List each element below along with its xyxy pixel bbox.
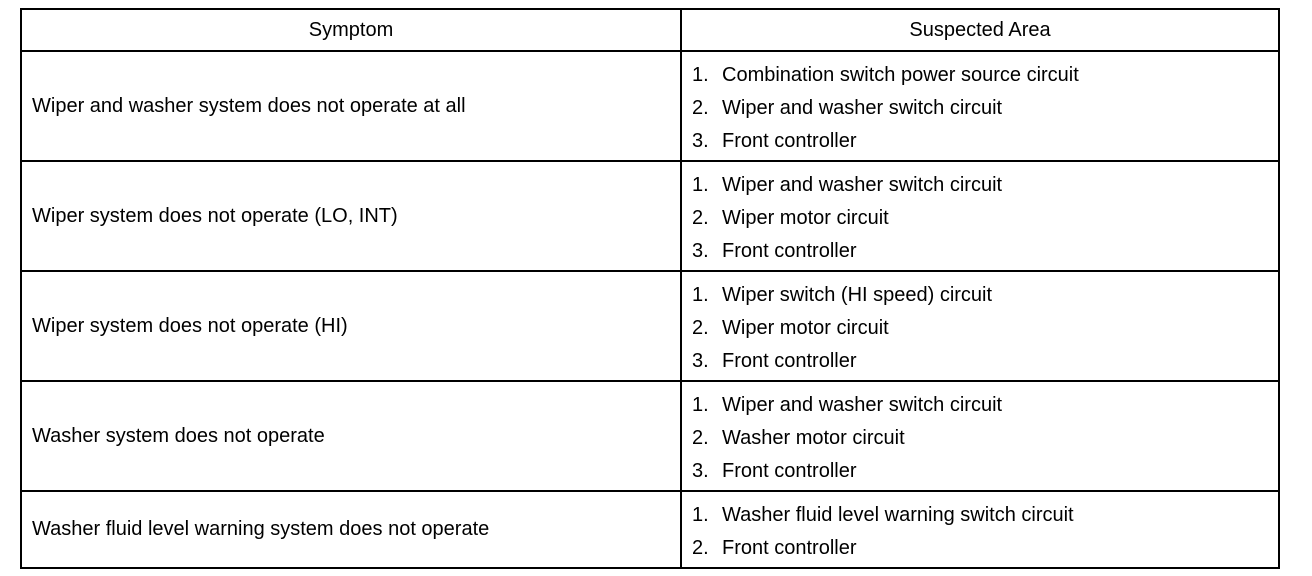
list-item-text: Wiper motor circuit — [722, 207, 889, 229]
table-header-row — [21, 9, 1279, 51]
list-item — [692, 92, 1278, 125]
list-item-number: 3. — [692, 460, 709, 482]
list-item — [692, 422, 1278, 455]
list-item-text: Front controller — [722, 240, 857, 262]
suspected-area-cell — [681, 51, 1279, 161]
list-item-number: 2. — [692, 207, 709, 229]
list-item-text: Front controller — [722, 537, 857, 559]
list-item-text: Front controller — [722, 460, 857, 482]
list-item-number: 3. — [692, 350, 709, 372]
list-item — [692, 455, 1278, 488]
suspected-area-list — [692, 389, 1278, 488]
symptom-cell: Wiper system does not operate (HI) — [21, 271, 681, 381]
list-item-text: Washer motor circuit — [722, 427, 905, 449]
symptom-cell: Wiper system does not operate (LO, INT) — [21, 161, 681, 271]
list-item-number: 1. — [692, 284, 709, 306]
symptom-column-header: Symptom — [21, 9, 681, 51]
table-row — [21, 271, 1279, 381]
list-item-number: 3. — [692, 240, 709, 262]
list-item — [692, 499, 1278, 532]
list-item-text: Front controller — [722, 130, 857, 152]
list-item — [692, 59, 1278, 92]
list-item — [692, 125, 1278, 158]
list-item-text: Wiper and washer switch circuit — [722, 174, 1003, 196]
list-item — [692, 389, 1278, 422]
list-item-number: 1. — [692, 394, 709, 416]
suspected-area-cell — [681, 161, 1279, 271]
table-row — [21, 491, 1279, 568]
list-item — [692, 345, 1278, 378]
suspected-area-list — [692, 279, 1278, 378]
list-item — [692, 312, 1278, 345]
list-item-text: Washer fluid level warning switch circuit — [722, 504, 1074, 526]
table-row — [21, 51, 1279, 161]
list-item-text: Front controller — [722, 350, 857, 372]
list-item-text: Wiper and washer switch circuit — [722, 394, 1003, 416]
list-item-number: 2. — [692, 97, 709, 119]
list-item — [692, 202, 1278, 235]
list-item-text: Combination switch power source circuit — [722, 64, 1079, 86]
suspected-area-cell — [681, 271, 1279, 381]
suspected-area-list — [692, 499, 1278, 565]
list-item-number: 1. — [692, 174, 709, 196]
list-item-text: Wiper switch (HI speed) circuit — [722, 284, 993, 306]
symptom-cell: Washer fluid level warning system does not operate — [21, 491, 681, 568]
list-item-number: 2. — [692, 537, 709, 559]
symptom-table — [20, 8, 1280, 569]
table-row — [21, 161, 1279, 271]
list-item — [692, 169, 1278, 202]
list-item-number: 2. — [692, 317, 709, 339]
suspected-area-column-header: Suspected Area — [681, 9, 1279, 51]
symptom-cell: Washer system does not operate — [21, 381, 681, 491]
list-item-number: 1. — [692, 504, 709, 526]
list-item-text: Wiper motor circuit — [722, 317, 889, 339]
list-item — [692, 279, 1278, 312]
list-item — [692, 235, 1278, 268]
suspected-area-list — [692, 59, 1278, 158]
list-item-number: 2. — [692, 427, 709, 449]
list-item — [692, 532, 1278, 565]
list-item-text: Wiper and washer switch circuit — [722, 97, 1003, 119]
list-item-number: 1. — [692, 64, 709, 86]
symptom-cell: Wiper and washer system does not operate at all — [21, 51, 681, 161]
list-item-number: 3. — [692, 130, 709, 152]
suspected-area-list — [692, 169, 1278, 268]
suspected-area-cell — [681, 491, 1279, 568]
suspected-area-cell — [681, 381, 1279, 491]
table-row — [21, 381, 1279, 491]
